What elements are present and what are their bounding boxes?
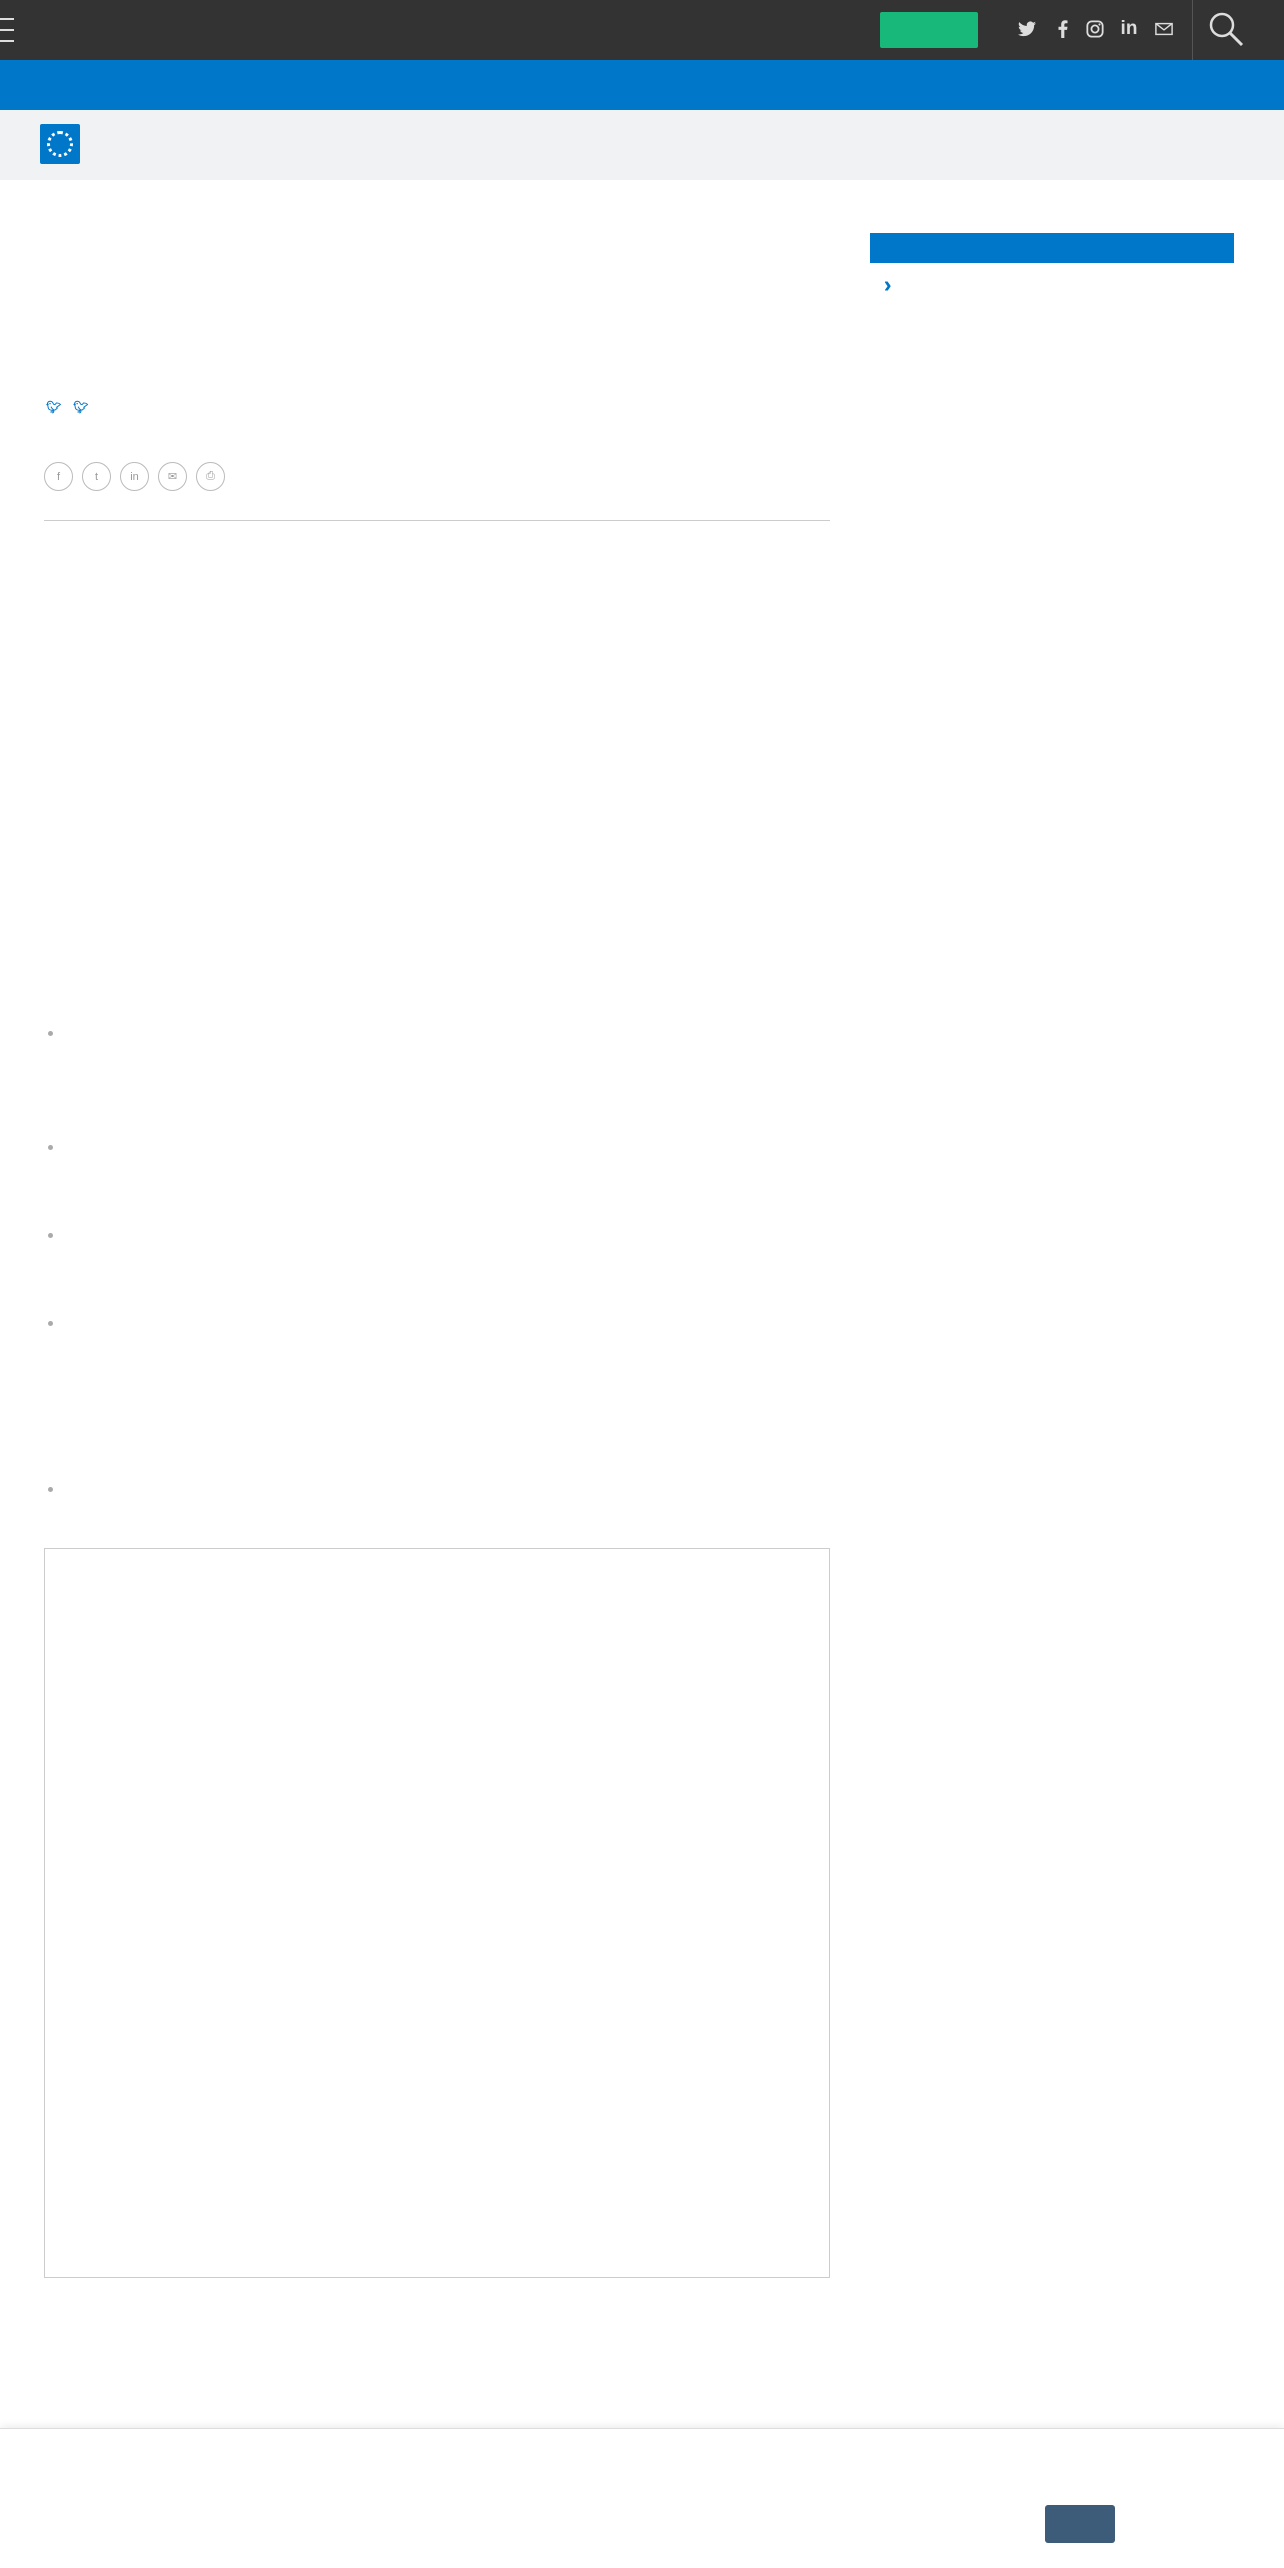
stacked-bar-chart: [61, 1689, 815, 2199]
also-of-interest: [870, 233, 1234, 277]
top-nav-bar: [0, 0, 1284, 60]
accept-button[interactable]: [1045, 2505, 1115, 2543]
mail-icon[interactable]: [1153, 18, 1175, 40]
twitter-icon[interactable]: 🐦︎: [73, 400, 89, 414]
print-icon[interactable]: ⎙: [196, 462, 225, 491]
section-header: [0, 110, 1284, 180]
sidebar-heading: [870, 233, 1234, 263]
search-button[interactable]: [1192, 0, 1284, 60]
coronavirus-icon: [40, 124, 80, 164]
figure-note: [61, 2204, 751, 2217]
cookie-banner: [0, 2428, 1284, 2568]
trending-bar: [0, 60, 1284, 110]
authors: [44, 398, 94, 414]
instagram-icon[interactable]: [1084, 18, 1106, 40]
menu-icon[interactable]: [0, 18, 16, 42]
share-email-icon[interactable]: ✉︎: [158, 462, 187, 491]
share-facebook-icon[interactable]: f: [44, 462, 73, 491]
share-linkedin-icon[interactable]: in: [120, 462, 149, 491]
donate-button[interactable]: [880, 12, 978, 48]
search-icon: [1207, 10, 1245, 48]
facebook-icon[interactable]: [1052, 18, 1074, 40]
breadcrumb: [40, 198, 80, 212]
twitter-icon[interactable]: 🐦︎: [46, 400, 62, 414]
linkedin-icon[interactable]: in: [1120, 18, 1138, 39]
figure-1: [44, 1548, 830, 2278]
share-twitter-icon[interactable]: t: [82, 462, 111, 491]
divider: [44, 520, 830, 521]
twitter-icon[interactable]: [1016, 18, 1038, 40]
